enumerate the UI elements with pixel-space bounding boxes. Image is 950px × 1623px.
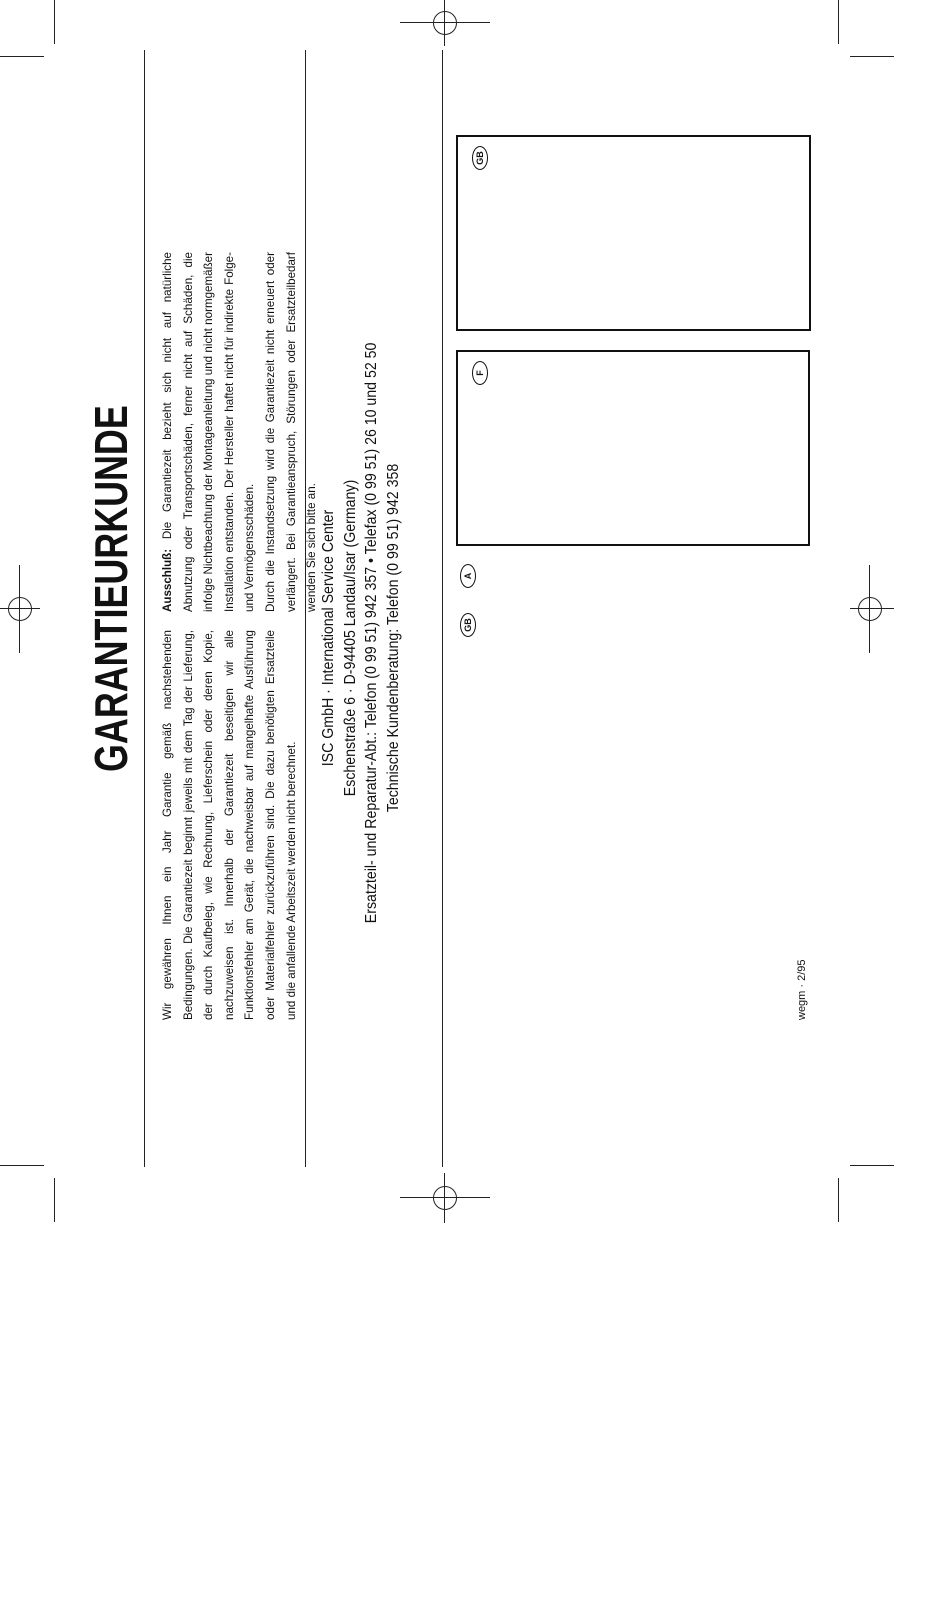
country-badge-f: F bbox=[472, 361, 488, 385]
print-code: wegm · 2/95 bbox=[796, 959, 808, 1020]
country-badge-a: A bbox=[460, 564, 476, 588]
rule-fold bbox=[442, 50, 443, 1167]
renewal-text: Durch die Instandsetzung wird die Garantiezeit nicht erneuert oder verlängert. Bei Garantieanspruch, Störungen oder Ersatzteilbedarf wenden Sie sich bitte an. bbox=[263, 252, 319, 612]
document-title: GARANTIEURKUNDE bbox=[85, 405, 137, 772]
address-box-f bbox=[456, 350, 810, 546]
registration-mark-left bbox=[8, 597, 32, 621]
technical-hotline: Technische Kundenberatung: Telefon (0 99 51) 942 358 bbox=[384, 463, 402, 813]
spare-parts-phone: Ersatzteil- und Reparatur-Abt.: Telefon (0 99 51) 942 357 • Telefax (0 99 51) 26 10 und 52 50 bbox=[363, 342, 380, 924]
registration-mark-right bbox=[858, 597, 882, 621]
rule-left bbox=[144, 50, 145, 1167]
country-badge-gb-second: GB bbox=[460, 613, 476, 637]
exclusion-section bbox=[158, 252, 323, 612]
company-address: Eschenstraße 6 · D-94405 Landau/Isar (Germany) bbox=[341, 479, 359, 797]
service-contact-block bbox=[318, 328, 404, 948]
exclusion-label: Ausschluß: bbox=[161, 548, 174, 612]
exclusion-text: Die Garantiezeit bezieht sich nicht auf natürliche Abnutzung oder Transportschäden, ferner nicht auf Schäden, die infolge Nichtbeachtung der Montageanleitung und nicht normgemäßer Installation entstanden. Der Hersteller haftet nicht für indirekte Folge- und Vermögensschäden. bbox=[161, 252, 257, 612]
registration-mark-top bbox=[433, 11, 457, 35]
address-box-gb bbox=[456, 135, 811, 331]
company-name: ISC GmbH · International Service Center bbox=[320, 509, 337, 767]
country-badge-gb: GB bbox=[472, 146, 488, 170]
registration-mark-bottom bbox=[433, 1186, 457, 1210]
warranty-conditions-text: Wir gewähren Ihnen ein Jahr Garantie gemäß nachstehenden Bedingungen. Die Garantiezeit beginnt jeweils mit dem Tag der Lieferung, der durch Kaufbeleg, wie Rechnung, Lieferschein oder deren Kopie, nachzuweisen ist. Innerhalb der Garantiezeit beseitigen wir alle Funktionsfehler am Gerät, die nachweisbar auf mangelhafte Ausführung oder Materialfehler zurückzuführen sind. Die dazu benötigten Ersatzteile und die anfallende Arbeitszeit werden nicht berechnet. bbox=[161, 630, 298, 1020]
